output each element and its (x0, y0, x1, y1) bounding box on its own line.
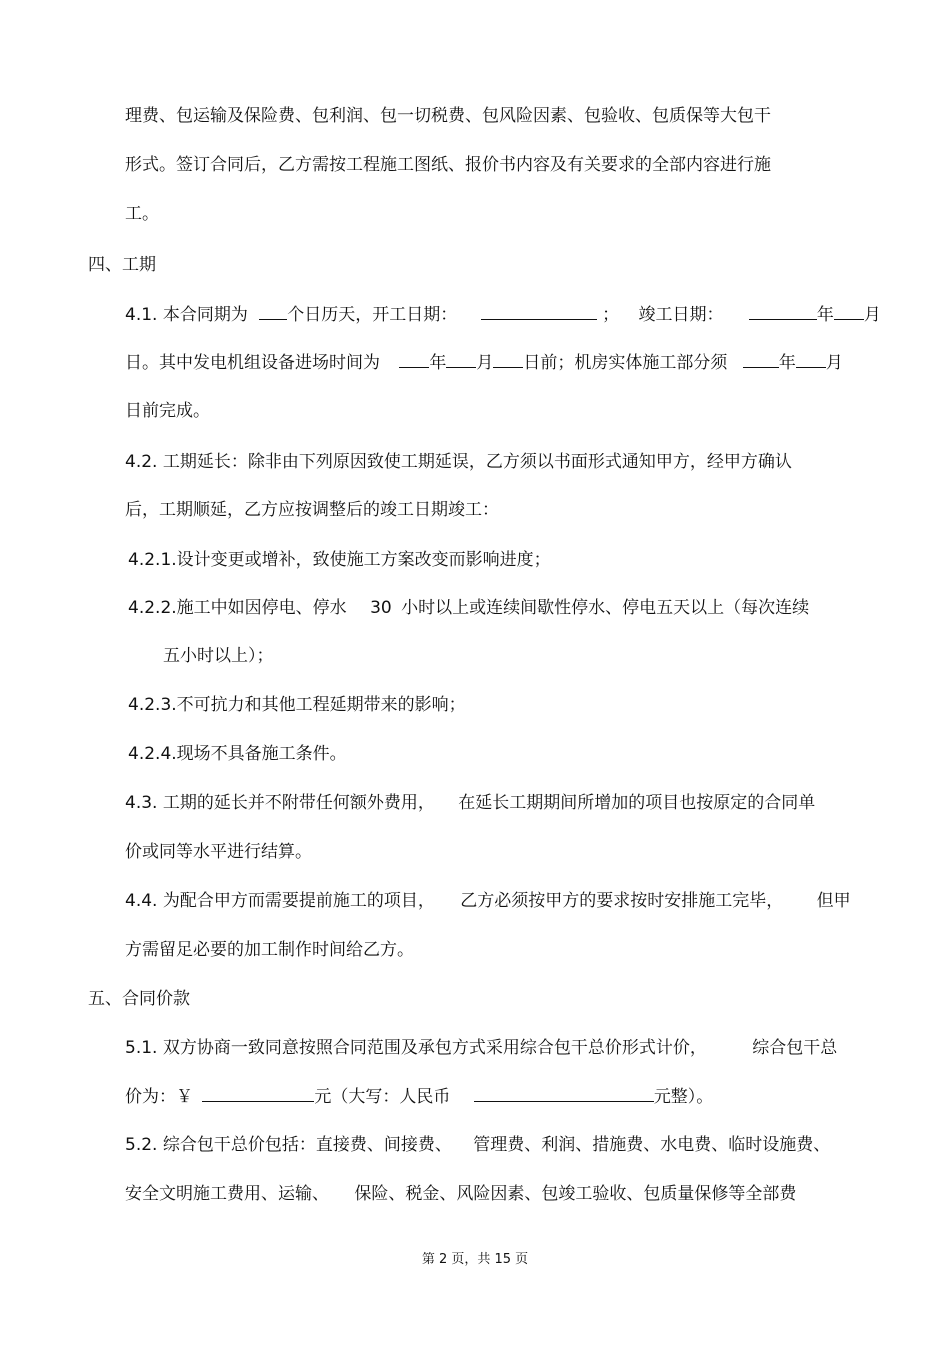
paragraph-line: 形式。签订合同后，乙方需按工程施工图纸、报价书内容及有关要求的全部内容进行施 (125, 155, 771, 175)
completion-year-blank (749, 303, 817, 320)
clause-text: 但甲 (816, 891, 851, 911)
clause-4-2-3: 4.2.3.不可抗力和其他工程延期带来的影响； (128, 695, 466, 715)
clause-text: 年 (816, 305, 834, 325)
clause-text: 30 (370, 598, 392, 618)
clause-text: 日。其中发电机组设备进场时间为 (125, 353, 380, 373)
clause-4-3-line-1 (125, 792, 815, 814)
clause-text: 元（大写：人民币 (314, 1087, 451, 1107)
equipment-day-blank (493, 351, 523, 368)
clause-text: 安全文明施工费用、运输、 (125, 1184, 329, 1204)
clause-4-2-4: 4.2.4.现场不具备施工条件。 (128, 744, 347, 764)
paragraph-line: 理费、包运输及保险费、包利润、包一切税费、包风险因素、包验收、包质保等大包干 (125, 106, 771, 126)
equipment-year-blank (399, 351, 429, 368)
clause-4-2-2-line-1 (128, 597, 809, 619)
clause-5-1-line-1 (125, 1037, 837, 1059)
paragraph-line: 工。 (125, 204, 159, 224)
clause-text: 管理费、利润、措施费、水电费、临时设施费、 (473, 1135, 831, 1155)
clause-text: 个日历天，开工日期： (287, 305, 458, 325)
clause-5-2-line-2 (125, 1183, 796, 1205)
clause-4-1-line-1 (125, 303, 881, 326)
clause-text: 月 (476, 353, 494, 373)
clause-4-4-line-1 (125, 890, 851, 912)
clause-text: 4.1. 本合同期为 (125, 305, 248, 325)
clause-text: 月 (863, 305, 881, 325)
clause-4-1-line-2 (125, 351, 843, 374)
room-year-blank (743, 351, 779, 368)
clause-text: 在延长工期期间所增加的项目也按原定的合同单 (458, 793, 816, 813)
clause-text: 年 (429, 353, 447, 373)
price-words-blank (474, 1085, 654, 1102)
clause-text: 5.2. 综合包干总价包括：直接费、间接费、 (125, 1135, 452, 1155)
clause-text: 元整）。 (653, 1087, 714, 1107)
clause-text: 综合包干总 (752, 1038, 838, 1058)
clause-text: 5.1. 双方协商一致同意按照合同范围及承包方式采用综合包干总价形式计价， (125, 1038, 707, 1058)
clause-4-2-2-line-2: 五小时以上）； (163, 646, 274, 666)
clause-5-2-line-1 (125, 1134, 830, 1156)
clause-text: 4.3. 工期的延长并不附带任何额外费用， (125, 793, 435, 813)
clause-4-3-line-2: 价或同等水平进行结算。 (125, 842, 312, 862)
contract-days-blank (259, 303, 287, 320)
clause-text: 竣工日期： (638, 305, 724, 325)
clause-4-4-line-2: 方需留足必要的加工制作时间给乙方。 (125, 940, 414, 960)
clause-4-2-1: 4.2.1.设计变更或增补，致使施工方案改变而影响进度； (128, 550, 551, 570)
page-number-footer: 第 2 页，共 15 页 (421, 1252, 529, 1267)
equipment-month-blank (446, 351, 476, 368)
clause-text: 4.4. 为配合甲方而需要提前施工的项目， (125, 891, 435, 911)
clause-text: 小时以上或连续间歇性停水、停电五天以上（每次连续 (401, 598, 810, 618)
start-date-blank (481, 303, 597, 320)
clause-4-2-line-1: 4.2. 工期延长：除非由下列原因致使工期延误，乙方须以书面形式通知甲方，经甲方确认 (125, 452, 792, 472)
clause-text: 日前；机房实体施工部分须 (523, 353, 728, 373)
clause-text: ； (602, 305, 620, 325)
clause-text: 价为：￥ (125, 1087, 193, 1107)
clause-text: 乙方必须按甲方的要求按时安排施工完毕， (460, 891, 784, 911)
clause-text: 月 (825, 353, 843, 373)
clause-4-2-line-2: 后，工期顺延，乙方应按调整后的竣工日期竣工： (125, 500, 499, 520)
clause-text: 保险、税金、风险因素、包竣工验收、包质量保修等全部费 (354, 1184, 797, 1204)
section-heading-schedule: 四、工期 (88, 255, 156, 275)
clause-text: 4.2.2.施工中如因停电、停水 (128, 598, 347, 618)
clause-text: 年 (778, 353, 796, 373)
room-month-blank (796, 351, 826, 368)
paragraph-line: 日前完成。 (125, 401, 210, 421)
completion-month-blank (834, 303, 864, 320)
section-heading-contract-price: 五、合同价款 (88, 989, 190, 1009)
price-amount-blank (202, 1085, 314, 1102)
clause-5-1-line-2 (125, 1085, 713, 1108)
